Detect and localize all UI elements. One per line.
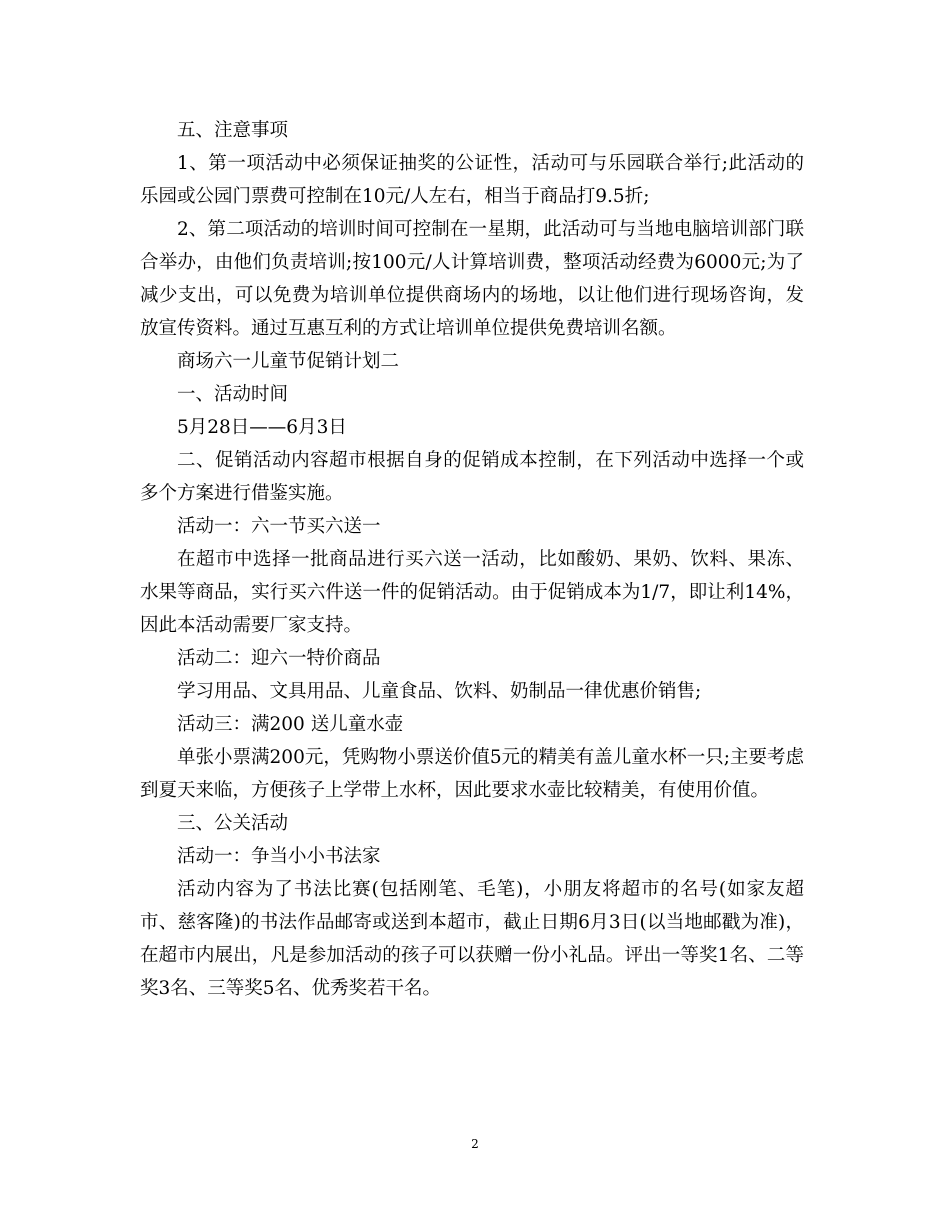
pr-activity-1-body: 活动内容为了书法比赛(包括刚笔、毛笔)，小朋友将超市的名号(如家友超市、慈客隆)的书法作品邮寄或送到本超市，截止日期6月3日(以当地邮戳为准)，在超市内展出，凡是参加活动的孩子可以获赠一份小礼品。评出一等奖1名、二等奖3名、三等奖5名、优秀奖若干名。 xyxy=(140,879,804,999)
activity-1-body: 在超市中选择一批商品进行买六送一活动，比如酸奶、果奶、饮料、果冻、水果等商品，实行买六件送一件的促销活动。由于促销成本为1/7，即让利14%，因此本活动需要厂家支持。 xyxy=(140,549,804,636)
paragraph-note-1: 1、第一项活动中必须保证抽奖的公证性，活动可与乐园联合举行;此活动的乐园或公园门票费可控制在10元/人左右，相当于商品打9.5折; xyxy=(140,153,804,207)
pr-activity-1-heading: 活动一：争当小小书法家 xyxy=(177,846,381,867)
document-body xyxy=(140,114,804,1005)
activity-2-body: 学习用品、文具用品、儿童食品、饮料、奶制品一律优惠价销售; xyxy=(177,681,702,702)
activity-3-body: 单张小票满200元，凭购物小票送价值5元的精美有盖儿童水杯一只;主要考虑到夏天来临，方便孩子上学带上水杯，因此要求水壶比较精美，有使用价值。 xyxy=(140,747,804,801)
activity-1-heading: 活动一：六一节买六送一 xyxy=(177,516,381,537)
section-heading-time: 一、活动时间 xyxy=(177,384,289,405)
paragraph-date-range: 5月28日——6月3日 xyxy=(177,417,347,438)
activity-3-heading: 活动三：满200 送儿童水壶 xyxy=(177,714,404,735)
section-heading-notes: 五、注意事项 xyxy=(177,120,289,141)
paragraph-note-2: 2、第二项活动的培训时间可控制在一星期，此活动可与当地电脑培训部门联合举办，由他们负责培训;按100元/人计算培训费，整项活动经费为6000元;为了减少支出，可以免费为培训单位提供商场内的场地，以让他们进行现场咨询，发放宣传资料。通过互惠互利的方式让培训单位提供免费培训名额。 xyxy=(140,219,804,339)
plan-title: 商场六一儿童节促销计划二 xyxy=(177,351,400,372)
section-heading-pr: 三、公关活动 xyxy=(177,813,289,834)
page-number: 2 xyxy=(471,1137,479,1151)
activity-2-heading: 活动二：迎六一特价商品 xyxy=(177,648,381,669)
section-heading-content: 二、促销活动内容超市根据自身的促销成本控制，在下列活动中选择一个或多个方案进行借鉴实施。 xyxy=(140,450,804,504)
